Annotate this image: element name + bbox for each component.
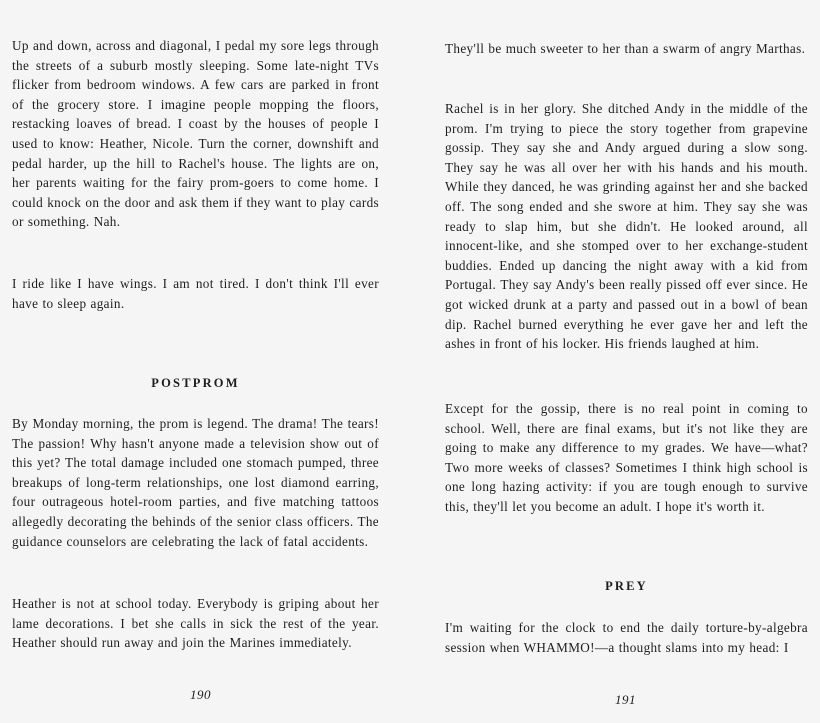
paragraph: They'll be much sweeter to her than a swarm of angry Marthas. <box>445 41 806 56</box>
page-number: 190 <box>190 687 211 702</box>
paragraph: Rachel is in her glory. She ditched Andy in the middle of the prom. I'm trying to piece the story together from grapevine gossip. They say she and Andy argued during a slow song. They say he was all over her with his hands and his mouth. While they danced, he was grinding against her and she backed off. The song ended and she swore at him. They say she was ready to slap him, but she didn't. He looked around, all innocent-like, and she stomped over to her exchange-student buddies. Ended up dancing the night away with a kid from Portugal. They say Andy's been really pissed off ever since. He got wicked drunk at a party and passed out in a bowl of bean dip. Rachel burned everything he ever gave her and left the ashes in front of his locker. His friends laughed at him. <box>445 101 808 352</box>
paragraph: By Monday morning, the prom is legend. The drama! The tears! The passion! Why hasn't anyone made a television show out of this yet? The total damage included one stomach pumped, three breakups of long-term relationships, one lost diamond earring, four outrageous hotel-room parties, and five matching tattoos allegedly decorating the behinds of the senior class officers. The guidance counselors are celebrating the lack of fatal accidents. <box>12 416 379 549</box>
paragraph: Heather is not at school today. Everybody is griping about her lame decorations. I bet she calls in sick the rest of the year. Heather should run away and join the Marines immediately. <box>12 596 379 651</box>
section-heading: POSTPROM <box>151 376 240 390</box>
paragraph: Up and down, across and diagonal, I pedal my sore legs through the streets of a suburb mostly sleeping. Some late-night TVs flicker from bedroom windows. A few cars are parked in front of the grocery store. I imagine people mopping the floors, restacking loaves of bread. I coast by the houses of people I used to know: Heather, Nicole. Turn the corner, downshift and pedal harder, up the hill to Rachel's house. The lights are on, her parents waiting for the fairy prom-goers to come home. I could knock on the door and ask them if they want to play cards or something. Nah. <box>12 38 379 230</box>
paragraph: I'm waiting for the clock to end the daily torture-by-algebra session when WHAMMO!—a thought slams into my head: I <box>445 620 808 655</box>
right-page <box>445 0 808 723</box>
paragraph: I ride like I have wings. I am not tired. I don't think I'll ever have to sleep again. <box>12 276 379 311</box>
section-heading: PREY <box>605 579 648 593</box>
paragraph: Except for the gossip, there is no real point in coming to school. Well, there are final exams, but it's not like they are going to make any difference to my grades. We have—what? Two more weeks of classes? Sometimes I think high school is one long hazing activity: if you are tough enough to survive this, they'll let you become an adult. I hope it's worth it. <box>445 401 808 514</box>
left-page <box>12 0 379 723</box>
page-number: 191 <box>615 692 636 707</box>
